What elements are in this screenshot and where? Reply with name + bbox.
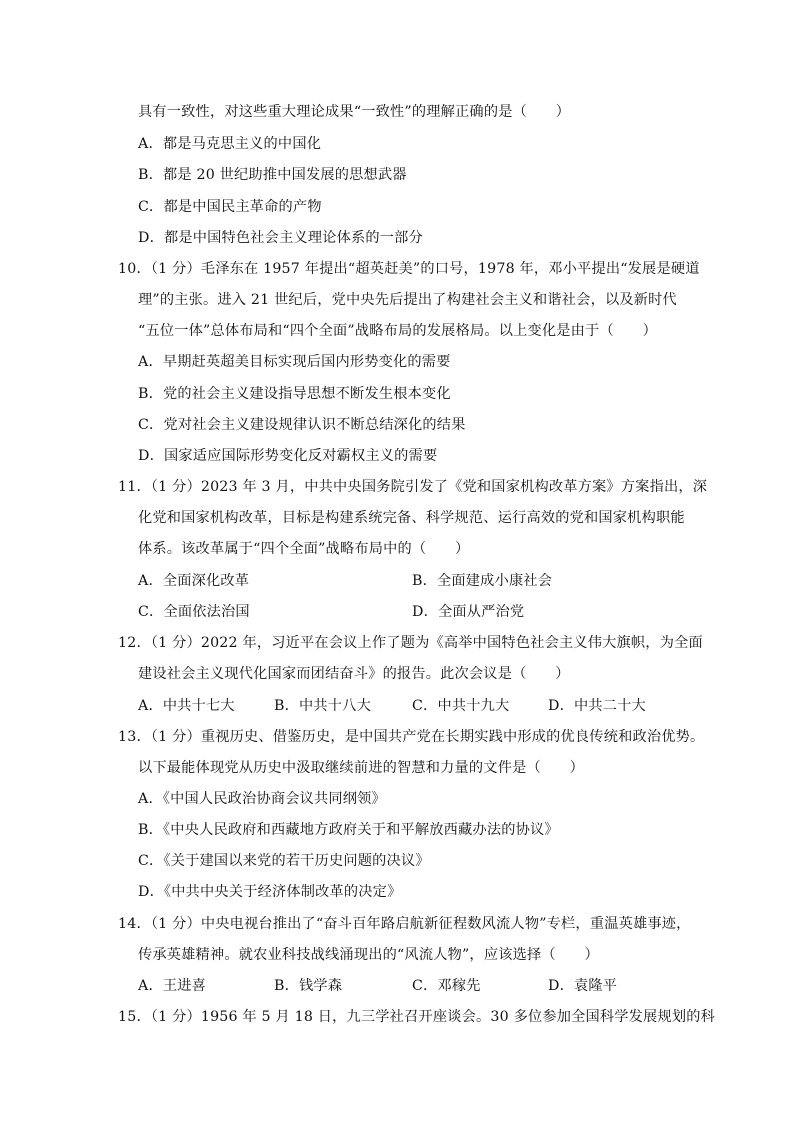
- q10-stem-line-1: 10．（1 分）毛泽东在 1957 年提出“超英赶美”的口号，1978 年，邓小平提出“发展是硬道: [118, 261, 700, 277]
- q12-stem-line-2: 建设社会主义现代化国家而团结奋斗》的报告。此次会议是（ ）: [138, 666, 570, 682]
- q10-option-b[interactable]: B．党的社会主义建设指导思想不断发生根本变化: [138, 386, 451, 402]
- q14-stem-line-2: 传承英雄精神。就农业科技战线涌现出的“风流人物”，应该选择（ ）: [138, 947, 599, 963]
- q12-option-b[interactable]: B．中共十八大: [274, 698, 371, 714]
- q9-option-b[interactable]: B．都是 20 世纪助推中国发展的思想武器: [138, 167, 407, 183]
- q13-option-b[interactable]: B．《中央人民政府和西藏地方政府关于和平解放西藏办法的协议》: [138, 822, 559, 838]
- q13-stem-line-2: 以下最能体现党从历史中汲取继续前进的智慧和力量的文件是（ ）: [138, 760, 585, 776]
- q13-option-c[interactable]: C．《关于建国以来党的若干历史问题的决议》: [138, 853, 430, 869]
- q14-option-c[interactable]: C．邓稼先: [412, 978, 481, 994]
- q10-option-a[interactable]: A．早期赶英超美目标实现后国内形势变化的需要: [138, 354, 451, 370]
- q10-option-d[interactable]: D．国家适应国际形势变化反对霸权主义的需要: [138, 448, 438, 464]
- q13-option-a[interactable]: A．《中国人民政治协商会议共同纲领》: [138, 791, 386, 807]
- q13-option-d[interactable]: D．《中共中央关于经济体制改革的决定》: [138, 884, 402, 900]
- q11-option-a[interactable]: A．全面深化改革: [138, 573, 250, 589]
- q11-option-c[interactable]: C．全面依法治国: [138, 604, 250, 620]
- q14-stem-line-1: 14．（1 分）中央电视台推出了“奋斗百年路启航新征程数风流人物”专栏，重温英雄事迹，: [118, 916, 691, 932]
- q9-option-a[interactable]: A．都是马克思主义的中国化: [138, 136, 322, 152]
- q14-option-d[interactable]: D．袁隆平: [548, 978, 618, 994]
- q10-stem-line-3: “五位一体”总体布局和“四个全面”战略布局的发展格局。以上变化是由于（ ）: [138, 323, 657, 339]
- q12-stem-line-1: 12．（1 分）2022 年，习近平在会议上作了题为《高举中国特色社会主义伟大旗帜，为全面: [118, 635, 703, 651]
- q10-stem-line-2: 理”的主张。进入 21 世纪后，党中央先后提出了构建社会主义和谐社会，以及新时代: [138, 292, 677, 308]
- q9-option-c[interactable]: C．都是中国民主革命的产物: [138, 199, 322, 215]
- q12-option-c[interactable]: C．中共十九大: [412, 698, 510, 714]
- q11-option-b[interactable]: B．全面建成小康社会: [412, 573, 553, 589]
- q13-stem-line-1: 13．（1 分）重视历史、借鉴历史，是中国共产党在长期实践中形成的优良传统和政治优势。: [118, 729, 705, 745]
- q14-option-a[interactable]: A．王进喜: [138, 978, 206, 994]
- q11-stem-line-3: 体系。该改革属于“四个全面”战略布局中的（ ）: [138, 541, 470, 557]
- q11-option-d[interactable]: D．全面从严治党: [412, 604, 525, 620]
- q10-option-c[interactable]: C．党对社会主义建设规律认识不断总结深化的结果: [138, 417, 466, 433]
- q12-option-d[interactable]: D．中共二十大: [548, 698, 646, 714]
- q9-stem-tail: 具有一致性，对这些重大理论成果“一致性”的理解正确的是（ ）: [138, 104, 571, 120]
- q12-option-a[interactable]: A．中共十七大: [138, 698, 235, 714]
- q11-stem-line-2: 化党和国家机构改革，目标是构建系统完备、科学规范、运行高效的党和国家机构职能: [138, 510, 685, 526]
- q11-stem-line-1: 11．（1 分）2023 年 3 月，中共中央国务院引发了《党和国家机构改革方案》方案指出，深: [118, 479, 708, 495]
- q15-stem-line-1: 15．（1 分）1956 年 5 月 18 日，九三学社召开座谈会。30 多位参加全国科学发展规划的科: [118, 1009, 715, 1025]
- q9-option-d[interactable]: D．都是中国特色社会主义理论体系的一部分: [138, 230, 423, 246]
- q14-option-b[interactable]: B．钱学森: [274, 978, 343, 994]
